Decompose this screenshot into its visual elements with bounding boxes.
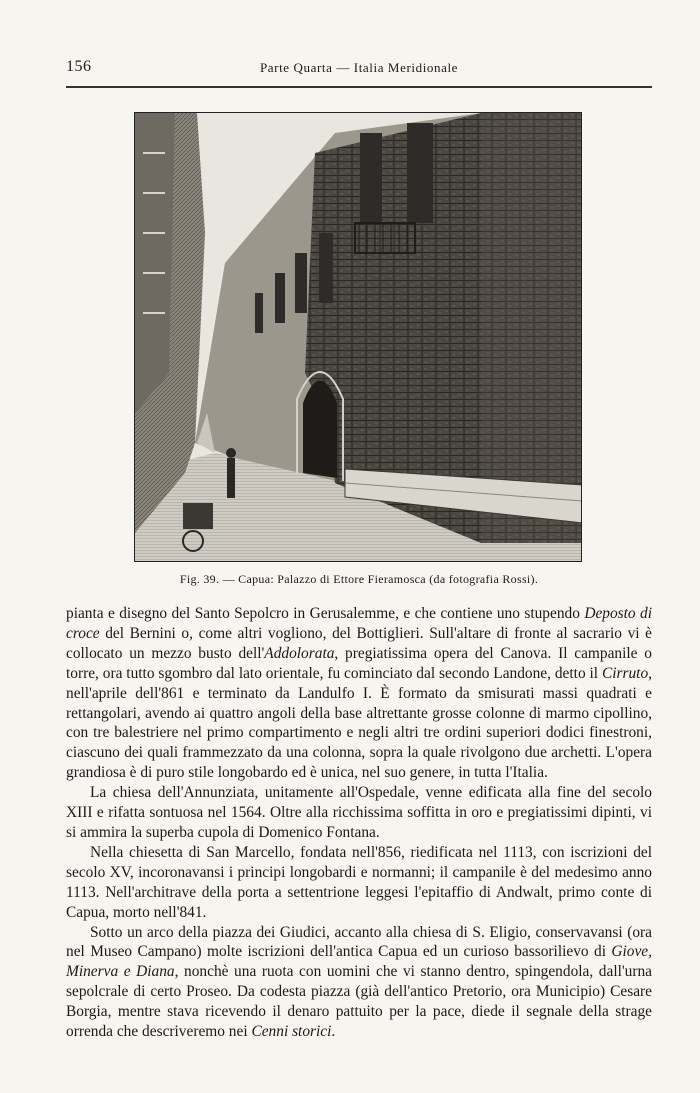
body-text — [66, 604, 652, 1042]
engraving-illustration — [135, 113, 582, 562]
header-rule — [66, 86, 652, 88]
page-header — [66, 58, 652, 84]
figure-caption: Fig. 39. — Capua: Palazzo di Ettore Fieramosca (da fotografia Rossi). — [179, 572, 539, 586]
paragraph-3: Nella chiesetta di San Marcello, fondata nell'856, riedificata nel 1113, con iscrizioni del secolo XV, incoronavansi i principi longobardi e normanni; il campanile è del medesimo anno 1113. Nell'architrave della porta a settentrione leggesi l'epitaffio di Andwalt, primo conte di Capua, morto nell'841. — [66, 843, 652, 921]
figure-engraving — [134, 112, 582, 562]
page-number: 156 — [66, 58, 92, 75]
paragraph-2: La chiesa dell'Annunziata, unitamente all'Ospedale, venne edificata alla fine del secolo XIII e rifatta sontuosa nel 1564. Oltre alla ricchissima soffitta in oro e pregiatissimi dipinti, vi si ammira la superba cupola di Domenico Fontana. — [66, 784, 652, 841]
paragraph-1: pianta e disegno del Santo Sepolcro in Gerusalemme, e che contiene uno stupendo Deposto di croce del Bernini o, come altri vogliono, del Bottiglieri. Sull'altare di fronte al sacrario vi è collocato un mezzo busto dell'Addolorata, pregiatissima opera del Canova. Il campanile o torre, ora tutto sgombro dal lato orientale, fu cominciato dal secondo Landone, detto il Cirruto, nell'aprile dell'861 e terminato da Landulfo I. È formato da smisurati massi quadrati e rettangolari, avendo ai quattro angoli della base altrettante grosse colonne di marmo cipollino, con tre balestriere nel primo compartimento e negli altri tre ordini superiori dodici finestroni, ciascuno dei quali frammezzato da una colonna, sopra la quale rivolgono due archetti. L'opera grandiosa è di puro stile longobardo ed è unica, nel suo genere, in tutta l'Italia. — [66, 605, 652, 782]
paragraph-4: Sotto un arco della piazza dei Giudici, accanto alla chiesa di S. Eligio, conservavansi (ora nel Museo Campano) molte iscrizioni dell'antica Capua ed un curioso bassorilievo di Giove, Minerva e Diana, nonchè una ruota con uomini che vi stanno dentro, spingendola, dall'urna sepolcrale di certo Proseo. Da codesta piazza (già dell'antico Pretorio, ora Municipio) Cesare Borgia, mentre stava ricevendo il denaro pattuito per la pace, diede il segnale della strage orrenda che descriveremo nei Cenni storici. — [66, 923, 652, 1041]
running-head: Parte Quarta — Italia Meridionale — [259, 60, 459, 75]
